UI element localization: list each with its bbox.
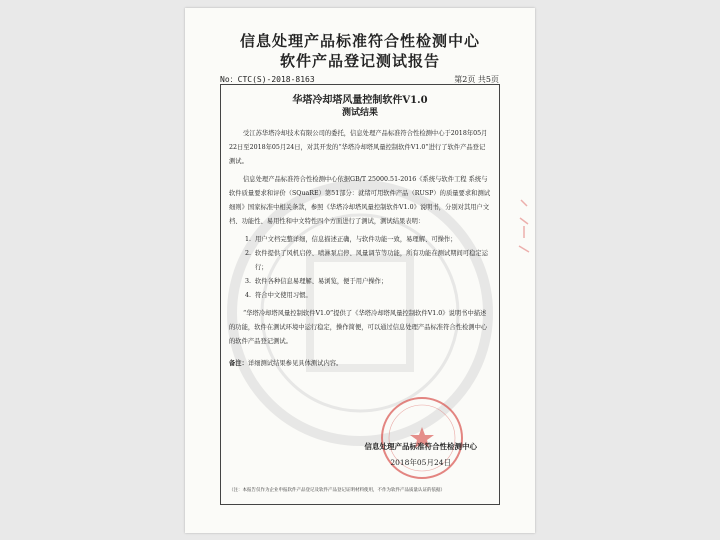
section-title: 测试结果 [341,108,378,118]
footnote: （注：本报告仅作为企业申报软件产品登记及软件产品登记证明材料使用，不作为软件产品质量认证的依据） [229,488,445,493]
signature-organization: 信息处理产品标准符合性检测中心 [364,442,477,451]
report-frame [220,84,500,505]
findings-list [229,233,491,303]
official-seal [379,395,465,481]
signature-date: 2018年05月24日 [390,458,451,467]
finding-item: 4. 符合中文使用习惯。 [253,289,491,303]
intro-paragraph: 受江苏华塔冷却技术有限公司的委托，信息处理产品标准符合性检测中心于2018年05月22日至2018年05月24日，对其开发的“华塔冷却塔风量控制软件V1.0”进行了软件产品登记测试。 [229,130,488,165]
finding-item: 1. 用户文档完整详细，信息描述正确，与软件功能一致，易理解、可操作； [253,233,491,247]
report-body [229,127,491,375]
note-text: 详细测试结果参见具体测试内容。 [247,360,343,367]
report-page [185,8,535,533]
note-label: 备注： [229,360,248,367]
note [229,357,491,371]
product-name: 华塔冷却塔风量控制软件V1.0 [292,95,428,106]
seal-edge-mark [517,198,531,258]
conclusion-paragraph: “华塔冷却塔风量控制软件V1.0”提供了《华塔冷却塔风量控制软件V1.0》说明书中描述的功能，软件在测试环境中运行稳定，操作简便，可以通过信息处理产品标准符合性检测中心的软件产品登记测试。 [229,310,488,345]
page-info: 第2页 共5页 [454,75,499,84]
report-title: 软件产品登记测试报告 [279,52,440,70]
finding-item: 2. 软件提供了风机启停、喷淋泵启停、风量调节等功能，所有功能在测试期间可稳定运行； [253,247,491,275]
document-number: No：CTC(S)-2018-8163 [220,75,315,84]
finding-item: 3. 软件各种信息易理解、易浏览，便于用户操作； [253,275,491,289]
organization-name: 信息处理产品标准符合性检测中心 [239,32,480,50]
basis-paragraph: 信息处理产品标准符合性检测中心依据GB/T 25000.51-2016《系统与软件工程 系统与软件质量要求和评价（SQuaRE）第51部分：就绪可用软件产品（RUSP）的质量要求和测试细则》国家标准中相关条款，参照《华塔冷却塔风量控制软件V1.0》说明书，分别对其用户文档、功能性、易用性和中文特性四个方面进行了测试，测试结果表明： [229,176,491,225]
